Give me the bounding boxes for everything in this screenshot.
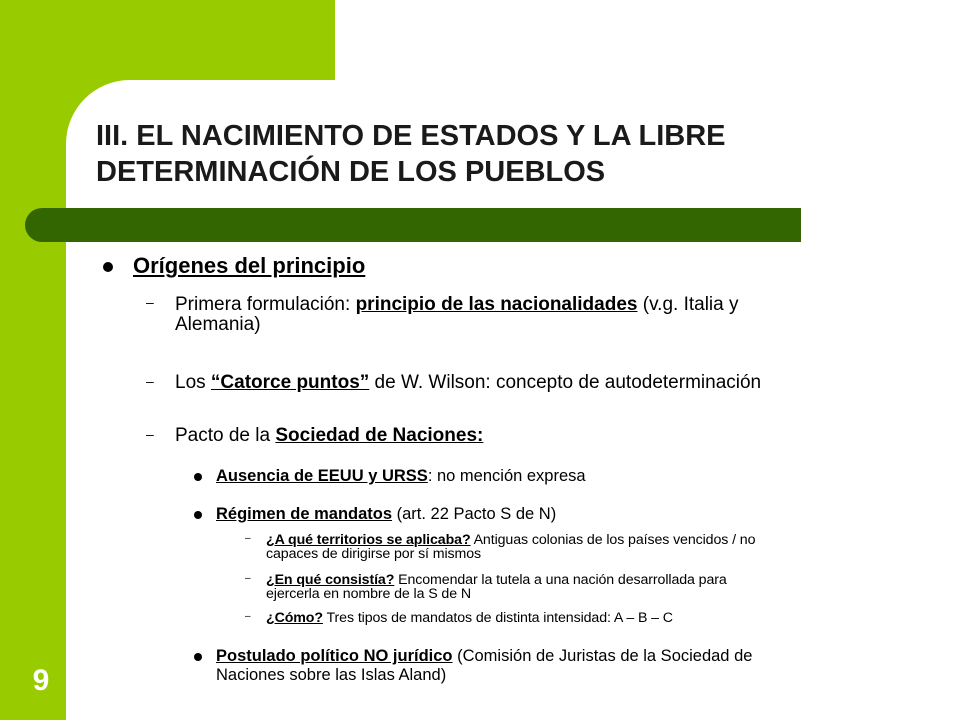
slide-title: [96, 118, 916, 190]
dash-icon: –: [245, 533, 251, 544]
dash-icon: –: [245, 573, 251, 584]
dash-icon: –: [245, 611, 251, 622]
slide-title-line2: DETERMINACIÓN DE LOS PUEBLOS: [96, 156, 606, 188]
list-item-sociedad-naciones: Pacto de la Sociedad de Naciones:: [175, 425, 484, 446]
slide-title-line1: III. EL NACIMIENTO DE ESTADOS Y LA LIBRE: [96, 120, 726, 152]
dash-icon: –: [146, 426, 154, 442]
list-item-primera-formulacion: Primera formulación: principio de las nacionalidades (v.g. Italia y Alemania): [175, 294, 739, 335]
dash-icon: –: [146, 294, 154, 310]
list-item-territorios: ¿A qué territorios se aplicaba? Antiguas colonias de los países vencidos / no capaces de dirigirse por sí mismos: [266, 532, 756, 562]
dash-icon: –: [146, 373, 154, 389]
bullet-icon: [194, 473, 202, 481]
list-item-catorce-puntos: Los “Catorce puntos” de W. Wilson: concepto de autodeterminación: [175, 372, 762, 393]
bullet-icon: [194, 511, 202, 519]
bullet-icon: [194, 653, 202, 661]
list-item-consistia: ¿En qué consistía? Encomendar la tutela a una nación desarrollada para ejercerla en nombre de la S de N: [266, 572, 727, 602]
list-item-ausencia: Ausencia de EEUU y URSS: no mención expresa: [216, 467, 586, 485]
title-underline-bar: [25, 208, 801, 242]
bullet-icon: [103, 262, 113, 272]
list-item-regimen-mandatos: Régimen de mandatos (art. 22 Pacto S de N): [216, 505, 557, 523]
section-heading: Orígenes del principio: [133, 253, 366, 278]
list-item-como: ¿Cómo? Tres tipos de mandatos de distinta intensidad: A – B – C: [266, 610, 673, 626]
list-item-postulado: Postulado político NO jurídico (Comisión de Juristas de la Sociedad de Naciones sobre las Islas Aland): [216, 647, 753, 684]
page-number: 9: [32, 664, 50, 697]
